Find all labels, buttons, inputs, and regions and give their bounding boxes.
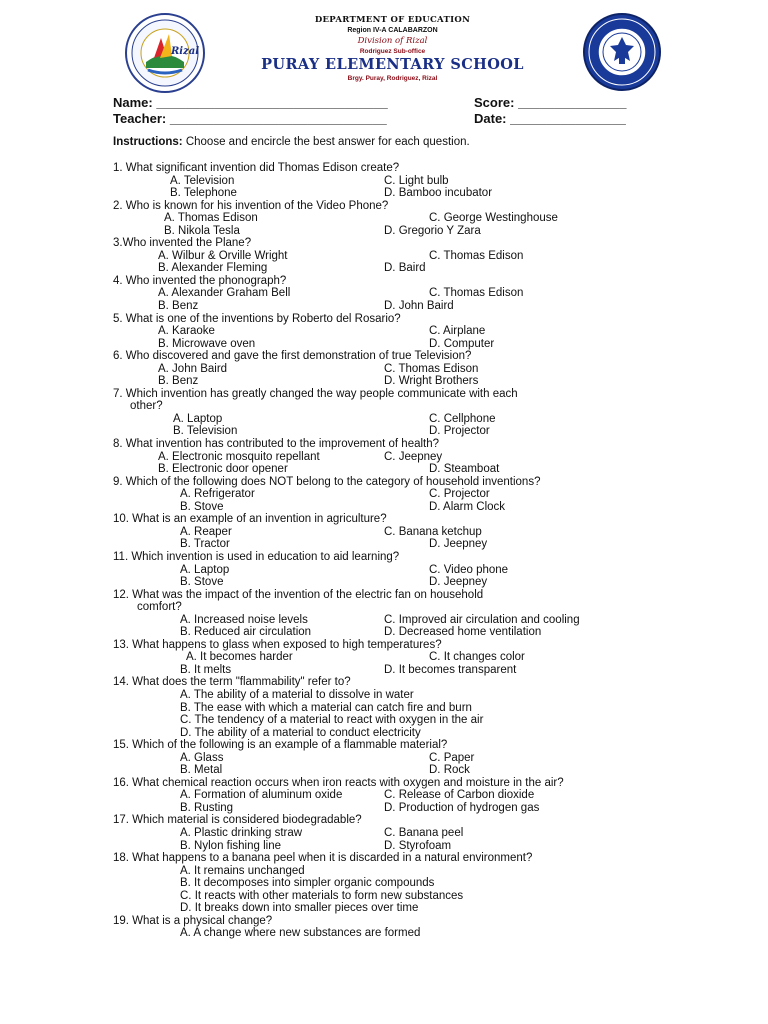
answer-choice[interactable]: D. Baird: [384, 262, 426, 275]
answer-choice[interactable]: A. Electronic mosquito repellant: [158, 450, 320, 463]
question-text: 14. What does the term "flammability" refer to?: [113, 676, 351, 689]
answer-choice[interactable]: D. Jeepney: [429, 576, 488, 589]
answer-choice-row: [0, 451, 768, 464]
question-text: 10. What is an example of an invention in agriculture?: [113, 513, 387, 526]
question-text: 2. Who is known for his invention of the Video Phone?: [113, 199, 389, 212]
answer-choice-row: [0, 576, 768, 589]
answer-choice-row: [0, 802, 768, 815]
answer-choice[interactable]: A. Plastic drinking straw: [180, 826, 303, 839]
answer-choice[interactable]: D. It breaks down into smaller pieces over time: [180, 902, 419, 915]
answer-choice[interactable]: A. Wilbur & Orville Wright: [158, 249, 288, 262]
quiz-line: [0, 639, 768, 652]
answer-choice-row: [0, 789, 768, 802]
answer-choice[interactable]: D. Wright Brothers: [384, 375, 479, 388]
answer-choice[interactable]: D. Styrofoam: [384, 839, 452, 852]
answer-choice[interactable]: C. Video phone: [429, 563, 509, 576]
division-name: Division of Rizal: [357, 36, 428, 46]
quiz-line: [0, 714, 768, 727]
score-field[interactable]: Score: _______________: [474, 95, 627, 110]
answer-choice[interactable]: C. Jeepney: [384, 450, 443, 463]
answer-choice[interactable]: C. Release of Carbon dioxide: [384, 789, 535, 802]
quiz-line: [0, 388, 768, 401]
quiz-line: [0, 162, 768, 175]
question-text: 4. Who invented the phonograph?: [113, 274, 287, 287]
question-text: 1. What significant invention did Thomas Edison create?: [113, 162, 400, 174]
quiz-line: [0, 689, 768, 702]
division-seal-icon: [124, 12, 206, 94]
question-text: 19. What is a physical change?: [113, 914, 273, 927]
quiz-line: [0, 777, 768, 790]
instructions: [113, 136, 470, 148]
answer-choice[interactable]: A. Alexander Graham Bell: [158, 287, 291, 300]
answer-choice-row: [0, 175, 768, 188]
school-seal-icon: [582, 12, 662, 92]
answer-choice[interactable]: B. Microwave oven: [158, 337, 256, 350]
answer-choice[interactable]: A. Refrigerator: [180, 488, 255, 501]
answer-choice-row: [0, 501, 768, 514]
quiz-line: [0, 476, 768, 489]
answer-choice[interactable]: comfort?: [137, 601, 182, 614]
answer-choice[interactable]: C. The tendency of a material to react with oxygen in the air: [180, 714, 484, 727]
answer-choice-row: [0, 425, 768, 438]
answer-choice[interactable]: C. It changes color: [429, 651, 525, 664]
answer-choice[interactable]: A. John Baird: [158, 362, 228, 375]
answer-choice-row: [0, 375, 768, 388]
answer-choice[interactable]: B. Reduced air circulation: [180, 626, 312, 639]
question-text: 9. Which of the following does NOT belong to the category of household inventions?: [113, 475, 541, 488]
answer-choice[interactable]: A. It becomes harder: [186, 651, 293, 664]
question-text: 12. What was the impact of the invention of the electric fan on household: [113, 588, 484, 601]
answer-choice[interactable]: B. Telephone: [170, 187, 237, 200]
teacher-field[interactable]: Teacher: ______________________________: [113, 111, 387, 126]
answer-choice[interactable]: A. It remains unchanged: [180, 864, 305, 877]
answer-choice[interactable]: B. Nikola Tesla: [164, 224, 240, 237]
answer-choice[interactable]: A. Thomas Edison: [164, 212, 258, 225]
answer-choice[interactable]: D. It becomes transparent: [384, 663, 517, 676]
answer-choice[interactable]: C. Improved air circulation and cooling: [384, 613, 580, 626]
quiz-line: [0, 200, 768, 213]
answer-choice[interactable]: B. Stove: [180, 576, 224, 589]
region-name: Region IV-A CALABARZON: [347, 27, 438, 34]
quiz-line: [0, 877, 768, 890]
answer-choice[interactable]: A. Reaper: [180, 525, 232, 538]
quiz-line: [0, 601, 768, 614]
quiz-line: [0, 676, 768, 689]
answer-choice-row: [0, 764, 768, 777]
school-name: PURAY ELEMENTARY SCHOOL: [261, 56, 524, 73]
question-text: 5. What is one of the inventions by Roberto del Rosario?: [113, 312, 401, 325]
answer-choice[interactable]: C. It reacts with other materials to form new substances: [180, 889, 464, 902]
answer-choice[interactable]: D. Bamboo incubator: [384, 187, 493, 200]
quiz-line: [0, 852, 768, 865]
answer-choice[interactable]: B. Benz: [158, 300, 199, 313]
question-text: 11. Which invention is used in education to aid learning?: [113, 550, 400, 563]
answer-choice[interactable]: other?: [130, 400, 163, 413]
quiz-line: [0, 313, 768, 326]
answer-choice[interactable]: D. Jeepney: [429, 538, 488, 551]
answer-choice-row: [0, 564, 768, 577]
quiz-line: [0, 927, 768, 940]
answer-choice[interactable]: A. Karaoke: [158, 325, 215, 338]
answer-choice[interactable]: B. Nylon fishing line: [180, 839, 281, 852]
answer-choice-row: [0, 413, 768, 426]
answer-choice[interactable]: C. Thomas Edison: [429, 287, 524, 300]
quiz-line: [0, 702, 768, 715]
answer-choice-row: [0, 363, 768, 376]
answer-choice[interactable]: B. It decomposes into simpler organic compounds: [180, 877, 435, 890]
answer-choice-row: [0, 664, 768, 677]
answer-choice[interactable]: D. Decreased home ventilation: [384, 626, 542, 639]
question-text: 18. What happens to a banana peel when it is discarded in a natural environment?: [113, 852, 533, 865]
quiz-line: [0, 902, 768, 915]
quiz-line: [0, 551, 768, 564]
answer-choice[interactable]: D. Alarm Clock: [429, 500, 506, 513]
date-field[interactable]: Date: ________________: [474, 111, 626, 126]
answer-choice[interactable]: C. Cellphone: [429, 412, 496, 425]
answer-choice[interactable]: C. Paper: [429, 751, 475, 764]
answer-choice[interactable]: D. Computer: [429, 337, 495, 350]
answer-choice[interactable]: A. The ability of a material to dissolve in water: [180, 688, 414, 701]
answer-choice[interactable]: B. Alexander Fleming: [158, 262, 268, 275]
letterhead-text: [230, 14, 555, 84]
answer-choice[interactable]: B. Tractor: [180, 538, 230, 551]
answer-choice-row: [0, 212, 768, 225]
quiz-line: [0, 814, 768, 827]
answer-choice-row: [0, 300, 768, 313]
answer-choice[interactable]: C. Airplane: [429, 325, 486, 338]
answer-choice[interactable]: B. Rusting: [180, 801, 234, 814]
answer-choice[interactable]: B. Stove: [180, 500, 224, 513]
answer-choice-row: [0, 526, 768, 539]
answer-choice[interactable]: D. Gregorio Y Zara: [384, 224, 481, 237]
quiz-line: [0, 739, 768, 752]
answer-choice[interactable]: A. Laptop: [173, 412, 223, 425]
answer-choice[interactable]: A. Television: [170, 174, 235, 187]
question-text: 8. What invention has contributed to the improvement of health?: [113, 438, 440, 451]
question-text: 13. What happens to glass when exposed to high temperatures?: [113, 638, 442, 651]
name-field[interactable]: Name: ________________________________: [113, 95, 388, 110]
answer-choice[interactable]: A. A change where new substances are formed: [180, 927, 421, 940]
quiz-line: [0, 438, 768, 451]
quiz-line: [0, 237, 768, 250]
quiz-line: [0, 915, 768, 928]
answer-choice[interactable]: C. Banana ketchup: [384, 525, 482, 538]
answer-choice-row: [0, 840, 768, 853]
answer-choice[interactable]: D. The ability of a material to conduct electricity: [180, 726, 421, 739]
instructions-label: Instructions:: [113, 136, 183, 148]
answer-choice[interactable]: B. Electronic door opener: [158, 463, 288, 476]
quiz-line: [0, 513, 768, 526]
quiz-line: [0, 890, 768, 903]
answer-choice[interactable]: B. The ease with which a material can catch fire and burn: [180, 701, 472, 714]
question-text: 3.Who invented the Plane?: [113, 237, 252, 250]
answer-choice[interactable]: A. Formation of aluminum oxide: [180, 789, 343, 802]
answer-choice[interactable]: C. George Westinghouse: [429, 212, 558, 225]
answer-choice-row: [0, 827, 768, 840]
answer-choice-row: [0, 626, 768, 639]
answer-choice[interactable]: C. Light bulb: [384, 174, 449, 187]
answer-choice[interactable]: D. Projector: [429, 425, 490, 438]
quiz-line: [0, 727, 768, 740]
answer-choice[interactable]: C. Banana peel: [384, 826, 464, 839]
answer-choice[interactable]: D. Rock: [429, 764, 470, 777]
school-address: Brgy. Puray, Rodriguez, Rizal: [347, 75, 438, 82]
question-text: 15. Which of the following is an example of a flammable material?: [113, 739, 448, 752]
question-text: 17. Which material is considered biodegradable?: [113, 814, 362, 827]
quiz-line: [0, 275, 768, 288]
quiz-line: [0, 350, 768, 363]
answer-choice-row: [0, 187, 768, 200]
sub-office-name: Rodriguez Sub-office: [359, 48, 426, 55]
answer-choice[interactable]: D. John Baird: [384, 300, 454, 313]
answer-choice[interactable]: B. Television: [173, 425, 238, 438]
question-list: [0, 162, 768, 940]
answer-choice[interactable]: A. Increased noise levels: [180, 613, 308, 626]
answer-choice-row: [0, 262, 768, 275]
letterhead: [0, 0, 768, 92]
answer-choice[interactable]: A. Glass: [180, 751, 224, 764]
answer-choice[interactable]: C. Projector: [429, 488, 490, 501]
answer-choice-row: [0, 614, 768, 627]
quiz-line: [0, 589, 768, 602]
answer-choice-row: [0, 250, 768, 263]
answer-choice-row: [0, 338, 768, 351]
answer-choice[interactable]: C. Thomas Edison: [384, 362, 479, 375]
answer-choice-row: [0, 225, 768, 238]
answer-choice-row: [0, 488, 768, 501]
question-text: 7. Which invention has greatly changed the way people communicate with each: [113, 387, 518, 400]
answer-choice[interactable]: C. Thomas Edison: [429, 249, 524, 262]
instructions-text: Choose and encircle the best answer for each question.: [182, 136, 470, 148]
question-text: 6. Who discovered and gave the first demonstration of true Television?: [113, 350, 472, 363]
department-name: DEPARTMENT OF EDUCATION: [314, 15, 471, 25]
answer-choice-row: [0, 752, 768, 765]
answer-choice-row: [0, 463, 768, 476]
rizal-logo-text: Rizal: [171, 46, 200, 57]
answer-choice[interactable]: A. Laptop: [180, 563, 230, 576]
answer-choice-row: [0, 651, 768, 664]
quiz-line: [0, 865, 768, 878]
answer-choice[interactable]: B. Metal: [180, 764, 223, 777]
answer-choice-row: [0, 538, 768, 551]
answer-choice[interactable]: D. Production of hydrogen gas: [384, 801, 540, 814]
question-text: 16. What chemical reaction occurs when iron reacts with oxygen and moisture in the air?: [113, 776, 564, 789]
answer-choice[interactable]: B. It melts: [180, 663, 232, 676]
answer-choice-row: [0, 325, 768, 338]
answer-choice[interactable]: D. Steamboat: [429, 463, 500, 476]
student-info-fields: [113, 95, 673, 127]
answer-choice-row: [0, 287, 768, 300]
quiz-line: [0, 400, 768, 413]
answer-choice[interactable]: B. Benz: [158, 375, 199, 388]
